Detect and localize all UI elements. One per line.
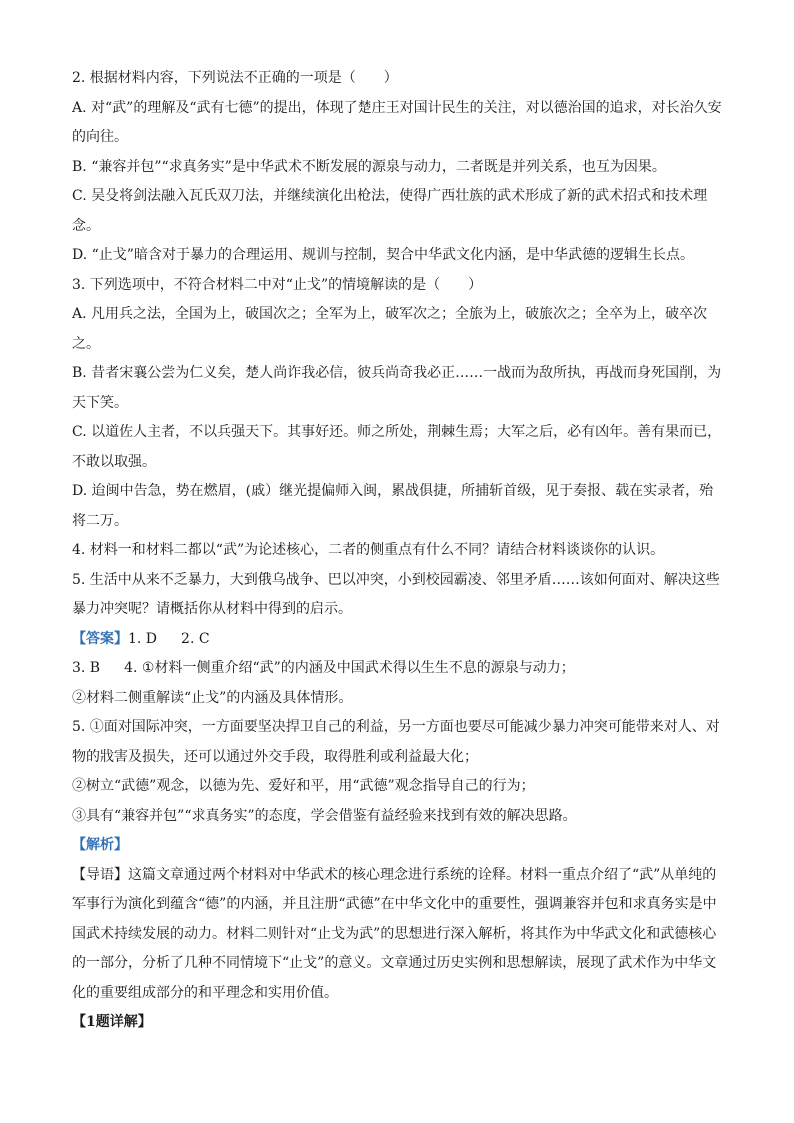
answer-2: 2. C [181,630,210,647]
answer-5-part-2: ②树立“武德”观念，以德为先、爱好和平，用“武德”观念指导自己的行为； [72,778,535,794]
analysis-guide: 【导语】这篇文章通过两个材料对中华武术的核心理念进行系统的诠释。材料一重点介绍了“武”从单纯的军事行为演化到蕴含“德”的内涵，并且注册“武德”在中华文化中的重要性，强调兼容并包和求真务实是中国武术持续发展的动力。材料二则针对“止戈为武”的思想进行深入解析，将其作为中华武文化和武德核心的一部分，分析了几种不同情境下“止戈”的意义。文章通过历史实例和思想解读，展现了武术作为中华文化的重要组成部分的和平理念和实用价值。 [72,866,717,1001]
analysis-label: 【解析】 [72,837,128,853]
question-2-option-d: D. “止戈”暗含对于暴力的合理运用、规训与控制，契合中华武文化内涵，是中华武德的逻辑生长点。 [72,247,694,263]
question-4: 4. 材料一和材料二都以“武”为论述核心，二者的侧重点有什么不同？请结合材料谈谈你的认识。 [72,542,665,558]
question-2-option-b: B. “兼容并包”“求真务实”是中华武术不断发展的源泉与动力，二者既是并列关系，也互为因果。 [72,158,666,175]
answer-3: 3. B [72,660,101,676]
answer-label: 【答案】 [72,630,128,647]
detail-1-heading: 【1题详解】 [72,1014,152,1030]
question-2-option-a: A. 对“武”的理解及“武有七德”的提出，体现了楚庄王对国计民生的关注，对以德治国的追求，对长治久安的向往。 [72,99,722,145]
answer-line-2 [72,654,724,684]
question-3-option-a: A. 凡用兵之法，全国为上，破国次之；全军为上，破军次之；全旅为上，破旅次之；全卒为上，破卒次之。 [72,306,708,352]
question-3-option-c: C. 以道佐人主者，不以兵强天下。其事好还。师之所处，荆棘生焉；大军之后，必有凶年。善有果而已，不敢以取强。 [72,424,722,470]
answer-5-part-1: 5. ①面对国际冲突，一方面要坚决捍卫自己的利益，另一方面也要尽可能减少暴力冲突可能带来对人、对物的戕害及损失，还可以通过外交手段，取得胜利或利益最大化； [72,719,720,765]
analysis-heading [72,831,724,861]
answer-line-1 [72,625,724,655]
question-3-stem: 3. 下列选项中，不符合材料二中对“止戈”的情境解读的是（ ） [72,276,483,293]
question-3-option-d: D. 迨闽中告急，势在燃眉，(戚）继光提偏师入闽，累战俱捷，所捕斩首级，见于奏报、载在实录者，殆将二万。 [72,483,714,529]
question-2-stem: 2. 根据材料内容，下列说法不正确的一项是（ ） [72,70,398,86]
question-2-option-c: C. 吴殳将剑法融入瓦氏双刀法，并继续演化出枪法，使得广西壮族的武术形成了新的武术招式和技术理念。 [72,188,708,234]
answer-4-part-1: 4. ①材料一侧重介绍“武”的内涵及中国武术得以生生不息的源泉与动力； [124,660,575,676]
question-3-option-b: B. 昔者宋襄公尝为仁义矣，楚人尚诈我必信，彼兵尚奇我必正……一战而为敌所执，再战而身死国削，为天下笑。 [72,365,722,411]
document-content [72,64,724,1038]
answer-5-part-3: ③具有“兼容并包”“求真务实”的态度，学会借鉴有益经验来找到有效的解决思路。 [72,807,577,824]
answer-1: 1. D [128,630,158,647]
answer-4-part-2: ②材料二侧重解读“止戈”的内涵及具体情形。 [72,689,353,706]
question-5: 5. 生活中从来不乏暴力，大到俄乌战争、巴以冲突，小到校园霸凌、邻里矛盾……该如何面对、解决这些暴力冲突呢？请概括你从材料中得到的启示。 [72,571,720,617]
